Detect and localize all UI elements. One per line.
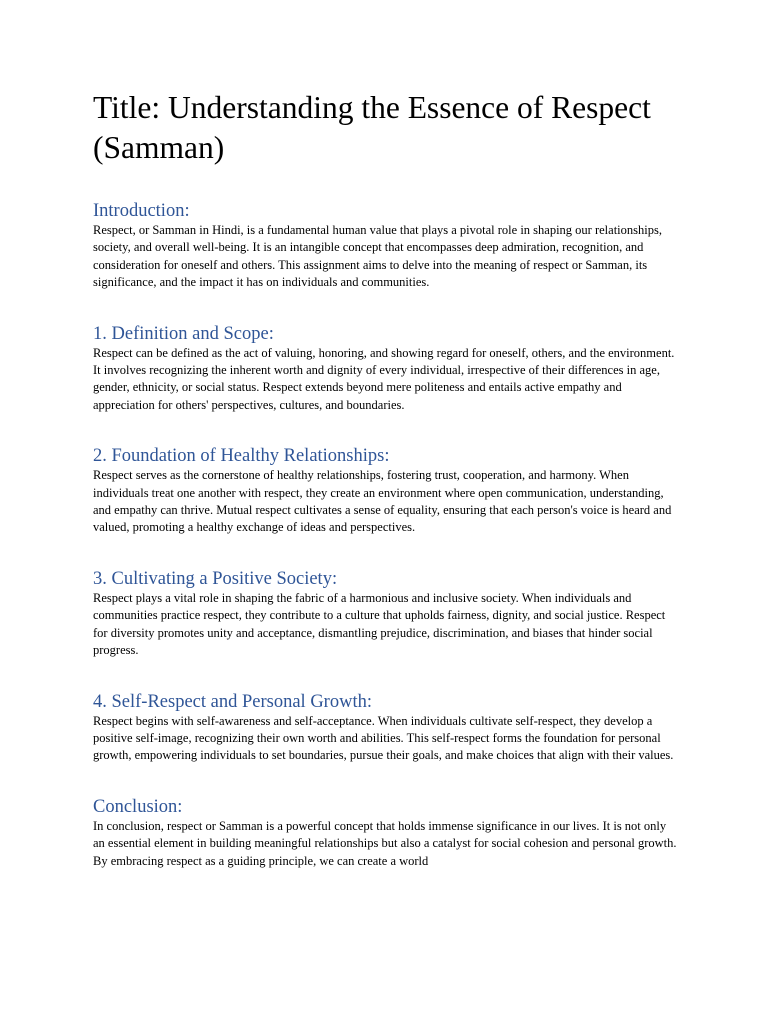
section-paragraph: In conclusion, respect or Samman is a powerful concept that holds immense significance in our lives. It is not only an essential element in building meaningful relationships but also a catalyst for social cohesion and personal growth. By embracing respect as a guiding principle, we can create a world [93, 818, 677, 868]
section-paragraph: Respect serves as the cornerstone of healthy relationships, fostering trust, cooperation, and harmony. When individuals treat one another with respect, they create an environment where open communication, understanding, and empathy can thrive. Mutual respect cultivates a sense of equality, ensuring that each person's voice is heard and valued, promoting a healthy exchange of ideas and perspectives. [93, 468, 672, 535]
section-healthy-relationships [93, 445, 677, 537]
section-paragraph: Respect plays a vital role in shaping the fabric of a harmonious and inclusive society. When individuals and communities practice respect, they contribute to a culture that upholds fairness, dignity, and social justice. Respect for diversity promotes unity and acceptance, dismantling prejudice, discrimination, and biases that hinder social progress. [93, 590, 666, 658]
section-paragraph: Respect can be defined as the act of valuing, honoring, and showing regard for oneself, others, and the environment. It involves recognizing the inherent worth and dignity of every individual, irrespective of their differences in age, gender, ethnicity, or social status. Respect extends beyond mere politeness and entails active empathy and appreciation for others' perspectives, cultures, and boundaries. [93, 345, 675, 412]
section-self-respect [93, 691, 677, 765]
section-paragraph: Respect, or Samman in Hindi, is a fundamental human value that plays a pivotal role in shaping our relationships, society, and overall well-being. It is an intangible concept that encompasses deep admiration, recognition, and consideration for oneself and others. This assignment aims to delve into the meaning of respect or Samman, its significance, and the impact it has on individuals and communities. [93, 223, 662, 290]
section-heading: Conclusion: [93, 796, 183, 817]
section-conclusion [93, 796, 677, 870]
section-heading: Introduction: [93, 201, 190, 221]
section-heading: 3. Cultivating a Positive Society: [93, 568, 338, 589]
section-heading: 1. Definition and Scope: [93, 323, 274, 344]
section-definition-and-scope [93, 323, 677, 415]
document-title: Title: Understanding the Essence of Respect (Samman) [93, 90, 651, 165]
section-heading: 4. Self-Respect and Personal Growth: [93, 691, 372, 712]
document-content [93, 88, 677, 870]
section-positive-society [93, 568, 677, 660]
section-paragraph: Respect begins with self-awareness and self-acceptance. When individuals cultivate self-respect, they develop a positive self-image, recognizing their own worth and abilities. This self-respect forms the foundation for personal growth, empowering individuals to set boundaries, pursue their goals, and make choices that align with their values. [93, 713, 674, 763]
section-heading: 2. Foundation of Healthy Relationships: [93, 446, 390, 467]
section-introduction [93, 200, 677, 292]
